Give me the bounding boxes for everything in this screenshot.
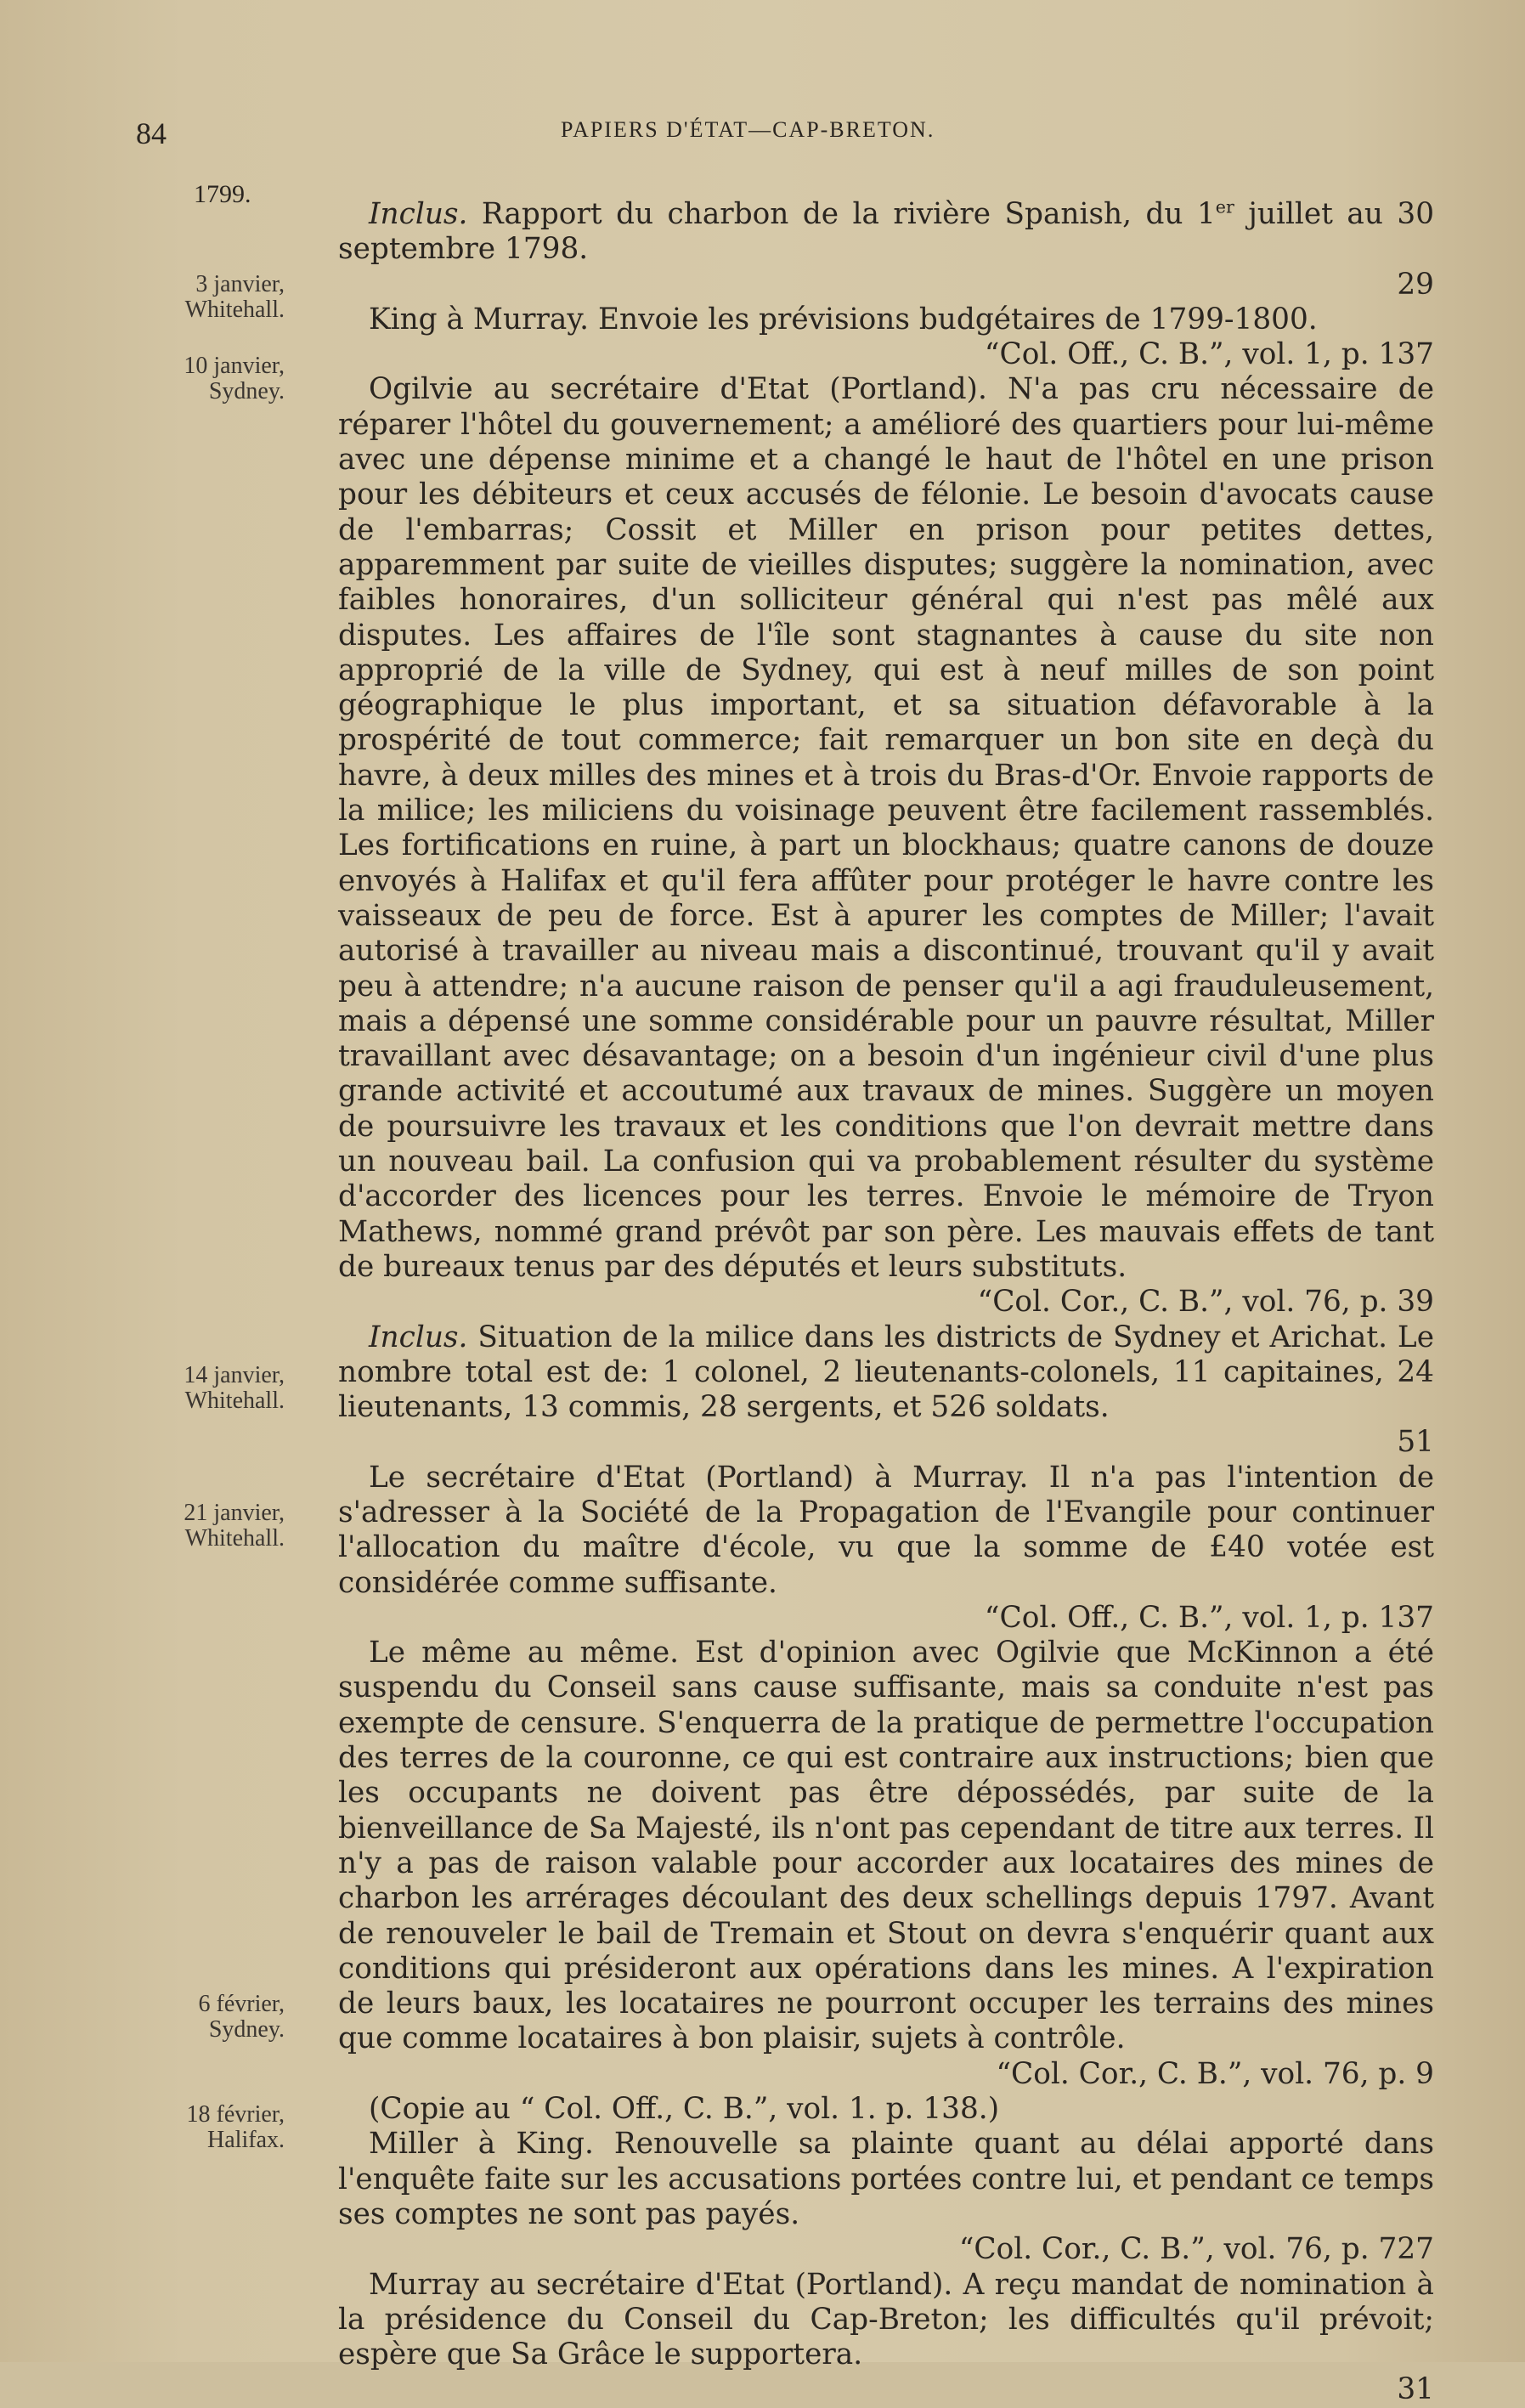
margin-date-place: Halifax. bbox=[207, 2127, 285, 2153]
entry-text: Miller à King. Renouvelle sa plainte quant au délai apporté dans l'enquête faite sur les accusations portées contre lui, et pendant ce temps ses comptes ne sont pas payés. bbox=[338, 2127, 1434, 2231]
entry-meme-au-meme bbox=[338, 1636, 1434, 2092]
page-reference: 29 bbox=[1397, 267, 1434, 302]
margin-date-place: Whitehall. bbox=[184, 1388, 285, 1414]
page-number: 84 bbox=[136, 116, 167, 150]
source-reference: “Col. Cor., C. B.”, vol. 76, p. 727 bbox=[958, 2232, 1434, 2267]
source-reference: “Col. Off., C. B.”, vol. 1, p. 137 bbox=[984, 337, 1434, 372]
margin-date bbox=[136, 1501, 285, 1552]
entry-copy-note bbox=[338, 2092, 1434, 2127]
margin-date-place: Whitehall. bbox=[184, 1525, 285, 1552]
margin-date-day: 14 janvier, bbox=[184, 1362, 285, 1388]
margin-date-day: 10 janvier, bbox=[184, 353, 285, 379]
superscript: er bbox=[1215, 196, 1234, 218]
page-reference: 51 bbox=[1397, 1425, 1434, 1460]
entry-text: King à Murray. Envoie les prévisions budgétaires de 1799-1800. bbox=[369, 302, 1318, 336]
margin-date-place: Whitehall. bbox=[184, 297, 285, 323]
entry-portland-murray bbox=[338, 1461, 1434, 1636]
entry-ogilvie-portland bbox=[338, 372, 1434, 1320]
margin-date bbox=[136, 353, 285, 404]
copy-reference: (Copie au “ Col. Off., C. B.”, vol. 1. p. 138.) bbox=[369, 2092, 1000, 2127]
entry-label: Inclus. bbox=[369, 197, 468, 231]
entry-inclus-rapport bbox=[338, 197, 1434, 302]
entry-text: Ogilvie au secrétaire d'Etat (Portland). N'a pas cru nécessaire de réparer l'hôtel du gouvernement; a amélioré des quartiers pour lui-même avec une dépense minime et a changé le haut de l'hôtel en une prison pour les débiteurs et ceux accusés de félonie. Le besoin d'avocats cause de l'embarras; Cossit et Miller en prison pour petites dettes, apparemment par suite de vieilles disputes; suggère la nomination, avec faibles honoraires, d'un solliciteur général qui n'est pas mêlé aux disputes. Les affaires de l'île sont stagnantes à cause du site non approprié de la ville de Sydney, qui est à neuf milles de son point géographique le plus important, et sa situation défavorable à la prospérité de tout commerce; fait remarquer un bon site en deçà du havre, à deux milles des mines et à trois du Bras-d'Or. Envoie rapports de la milice; les miliciens du voisinage peuvent être facilement rassemblés. Les fortifications en ruine, à part un blockhaus; quatre canons de douze envoyés à Halifax et qu'il fera affûter pour protéger le havre contre les vaisseaux de peu de force. Est à apurer les comptes de Miller; l'avait autorisé à travailler au niveau mais a discontinué, trouvant qu'il y avait peu à attendre; n'a aucune raison de penser qu'il a agi frauduleusement, mais a dépensé une somme considérable pour un pauvre résultat, Miller travaillant avec désavantage; on a besoin d'un ingénieur civil d'une plus grande activité et accoutumé aux travaux de mines. Suggère un moyen de poursuivre les travaux et les conditions que l'on devrait mettre dans un nouveau bail. La confusion qui va probablement résulter du système d'accorder des licences pour les terres. Envoie le mémoire de Tryon Mathews, nommé grand prévôt par son père. Les mauvais effets de tant de bureaux tenus par des députés et leurs substituts. bbox=[338, 372, 1434, 1284]
page-reference: 31 bbox=[1397, 2372, 1434, 2407]
margin-date bbox=[136, 272, 285, 323]
entry-text: juillet au 30 septembre 1798. bbox=[338, 197, 1435, 267]
entry-label: Inclus. bbox=[369, 1320, 468, 1354]
entry-text: Le secrétaire d'Etat (Portland) à Murray. Il n'a pas l'intention de s'adresser à la Société de la Propagation de l'Evangile pour continuer l'allocation du maître d'école, vu que la somme de £40 votée est considérée comme suffisante. bbox=[338, 1460, 1434, 1600]
running-header: PAPIERS D'ÉTAT—CAP-BRETON. bbox=[561, 117, 935, 142]
margin-date-place: Sydney. bbox=[208, 378, 285, 404]
source-reference: “Col. Cor., C. B.”, vol. 76, p. 9 bbox=[996, 2056, 1434, 2091]
margin-date-day: 21 janvier, bbox=[184, 1500, 285, 1526]
entry-text: Le même au même. Est d'opinion avec Ogilvie que McKinnon a été suspendu du Conseil sans cause suffisante, mais sa conduite n'est pas exempte de censure. S'enquerra de la pratique de permettre l'occupation des terres de la couronne, ce qui est contraire aux instructions; bien que les occupants ne doivent pas être dépossédés, par suite de la bienveillance de Sa Majesté, ils n'ont pas cependant de titre aux terres. Il n'y a pas de raison valable pour accorder aux locataires des mines de charbon les arrérages découlant des deux schellings depuis 1797. Avant de renouveler le bail de Tremain et Stout on devra s'enquérir quant aux conditions qui présideront aux opérations dans les mines. A l'expiration de leurs baux, les locataires ne pourront occuper les terrains des mines que comme locataires à bon plaisir, sujets à contrôle. bbox=[338, 1636, 1434, 2056]
margin-date bbox=[136, 2102, 285, 2153]
year-heading: 1799. bbox=[194, 180, 251, 208]
entry-murray-portland bbox=[338, 2268, 1434, 2408]
margin-date-place: Sydney. bbox=[208, 2016, 285, 2043]
entry-inclus-milice bbox=[338, 1320, 1434, 1461]
margin-date-day: 6 février, bbox=[198, 1991, 285, 2017]
entry-text: Murray au secrétaire d'Etat (Portland). A reçu mandat de nomination à la présidence du Conseil du Cap-Breton; les difficultés qu'il prévoit; espère que Sa Grâce le supportera. bbox=[338, 2267, 1434, 2372]
entry-text: Situation de la milice dans les districts de Sydney et Arichat. Le nombre total est de: 1 colonel, 2 lieutenants-colonels, 11 capitaines, 24 lieutenants, 13 commis, 28 sergents, et 526 soldats. bbox=[338, 1320, 1434, 1425]
source-reference: “Col. Off., C. B.”, vol. 1, p. 137 bbox=[984, 1600, 1434, 1635]
entry-miller-king bbox=[338, 2127, 1434, 2267]
margin-date bbox=[136, 1992, 285, 2043]
entry-text: Rapport du charbon de la rivière Spanish, du 1 bbox=[467, 197, 1216, 231]
margin-date-day: 18 février, bbox=[186, 2101, 285, 2128]
margin-date-day: 3 janvier, bbox=[195, 271, 285, 297]
entry-king-murray bbox=[338, 302, 1434, 373]
body-text bbox=[338, 197, 1434, 2408]
margin-date bbox=[136, 1363, 285, 1414]
source-reference: “Col. Cor., C. B.”, vol. 76, p. 39 bbox=[977, 1285, 1434, 1320]
